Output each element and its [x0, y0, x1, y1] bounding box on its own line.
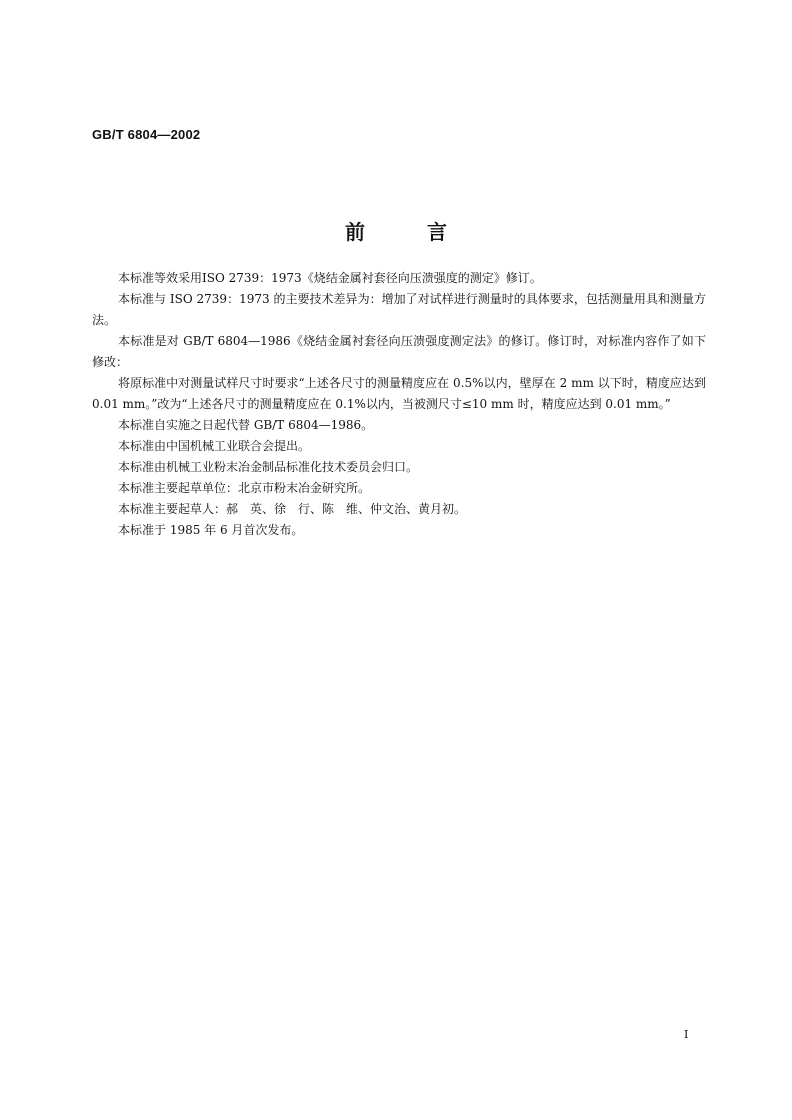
paragraph-9: 本标准主要起草人：郝 英、徐 行、陈 维、仲文治、黄月初。 — [118, 502, 467, 516]
paragraph-3: 本标准是对 GB/T 6804—1986《烧结金属衬套径向压溃强度测定法》的修订。修订时，对标准内容作了如下修改： — [92, 334, 706, 369]
paragraph-10: 本标准于 1985 年 6 月首次发布。 — [118, 523, 304, 537]
title-part-2: 言 — [427, 220, 447, 244]
paragraph-7: 本标准由机械工业粉末冶金制品标准化技术委员会归口。 — [118, 460, 419, 474]
page-title — [0, 216, 792, 245]
paragraph-1: 本标准等效采用ISO 2739：1973《烧结金属衬套径向压溃强度的测定》修订。 — [118, 271, 542, 285]
standard-code: GB/T 6804—2002 — [92, 127, 201, 142]
paragraph-5: 本标准自实施之日起代替 GB/T 6804—1986。 — [118, 418, 374, 432]
paragraph-2: 本标准与 ISO 2739：1973 的主要技术差异为：增加了对试样进行测量时的具体要求，包括测量用具和测量方法。 — [92, 292, 706, 327]
title-part-1: 前 — [345, 220, 365, 244]
paragraph-8: 本标准主要起草单位：北京市粉末冶金研究所。 — [118, 481, 371, 495]
paragraph-4: 将原标准中对测量试样尺寸时要求“上述各尺寸的测量精度应在 0.5%以内，壁厚在 2 mm 以下时，精度应达到 0.01 mm。”改为“上述各尺寸的测量精度应在 0.1%以内，当被测尺寸≤10 mm 时，精度应达到 0.01 mm。” — [92, 376, 706, 411]
document-body — [92, 268, 706, 541]
paragraph-6: 本标准由中国机械工业联合会提出。 — [118, 439, 311, 453]
page-number: I — [684, 1028, 689, 1041]
